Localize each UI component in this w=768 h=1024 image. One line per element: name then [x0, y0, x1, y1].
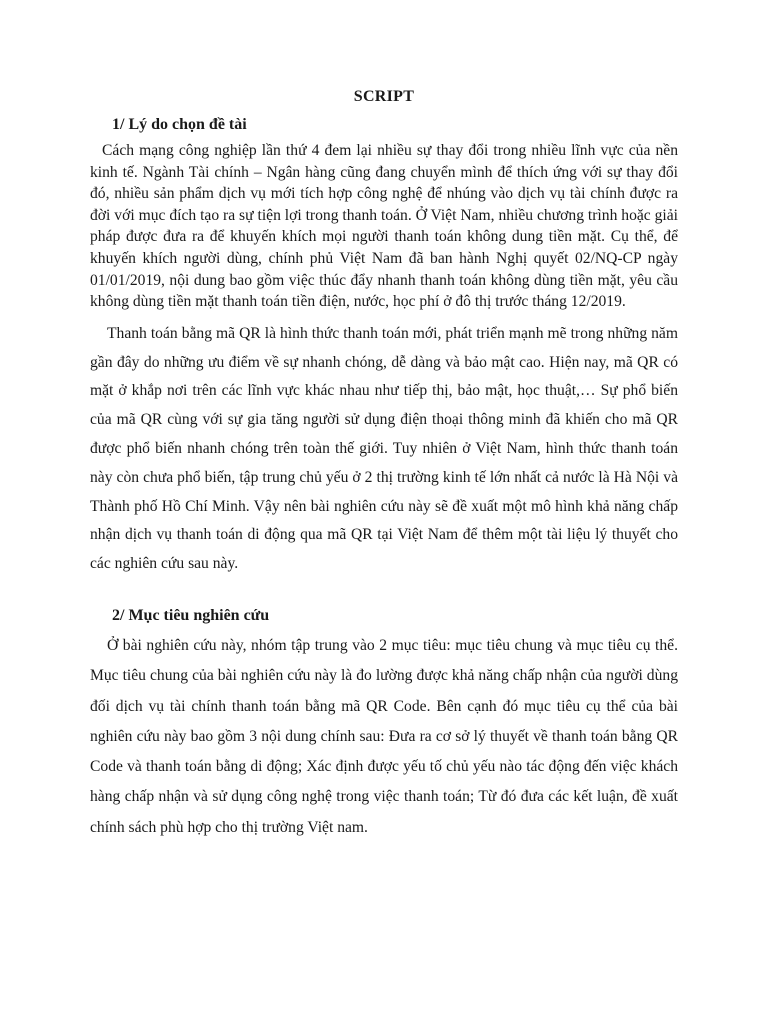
paragraph: Cách mạng công nghiệp lần thứ 4 đem lại nhiều sự thay đổi trong nhiều lĩnh vực của nền kinh tế. Ngành Tài chính – Ngân hàng cũng đang chuyển mình để thích ứng với sự thay đổi đó, nhiều sản phẩm dịch vụ mới tích hợp công nghệ để nhúng vào dịch vụ tài chính được ra đời với mục đích tạo ra sự tiện lợi trong thanh toán. Ở Việt Nam, nhiều chương trình hoặc giải pháp được đưa ra để khuyến khích mọi người thanh toán không dung tiền mặt. Cụ thể, để khuyến khích người dùng, chính phủ Việt Nam đã ban hành Nghị quyết 02/NQ-CP ngày 01/01/2019, nội dung bao gồm việc thúc đẩy nhanh thanh toán không dùng tiền mặt, yêu cầu không dùng tiền mặt thanh toán tiền điện, nước, học phí ở đô thị trước tháng 12/2019.	[90, 142, 678, 311]
document-page	[90, 88, 678, 843]
paragraph: Ở bài nghiên cứu này, nhóm tập trung vào 2 mục tiêu: mục tiêu chung và mục tiêu cụ thể. Mục tiêu chung của bài nghiên cứu này là đo lường được khả năng chấp nhận của người dùng đối dịch vụ tài chính thanh toán bằng mã QR Code. Bên cạnh đó mục tiêu cụ thể của bài nghiên cứu này bao gồm 3 nội dung chính sau: Đưa ra cơ sở lý thuyết về thanh toán bằng QR Code và thanh toán bằng di động; Xác định được yếu tố chủ yếu nào tác động đến việc khách hàng chấp nhận và sử dụng công nghệ trong việc thanh toán; Từ đó đưa các kết luận, đề xuất chính sách phù hợp cho thị trường Việt nam.	[90, 636, 678, 836]
section-ly-do-chon-de-tai	[90, 116, 678, 579]
document-title: SCRIPT	[353, 88, 415, 105]
section-heading: 1/ Lý do chọn đề tài	[112, 116, 247, 133]
section-muc-tieu-nghien-cuu	[90, 607, 678, 843]
section-heading: 2/ Mục tiêu nghiên cứu	[112, 606, 270, 624]
paragraph: Thanh toán bằng mã QR là hình thức thanh toán mới, phát triển mạnh mẽ trong những năm gần đây do những ưu điểm về sự nhanh chóng, dễ dàng và bảo mật cao. Hiện nay, mã QR có mặt ở khắp nơi trên các lĩnh vực khác nhau như tiếp thị, bảo mật, học thuật,… Sự phổ biến của mã QR cùng với sự gia tăng người sử dụng điện thoại thông minh đã khiến cho mã QR được phổ biến nhanh chóng trên toàn thế giới. Tuy nhiên ở Việt Nam, hình thức thanh toán này còn chưa phổ biến, tập trung chủ yếu ở 2 thị trường kinh tế lớn nhất cả nước là Hà Nội và Thành phố Hồ Chí Minh. Vậy nên bài nghiên cứu này sẽ đề xuất một mô hình khả năng chấp nhận dịch vụ thanh toán di động qua mã QR tại Việt Nam để thêm một tài liệu lý thuyết cho các nghiên cứu sau này.	[90, 324, 678, 573]
